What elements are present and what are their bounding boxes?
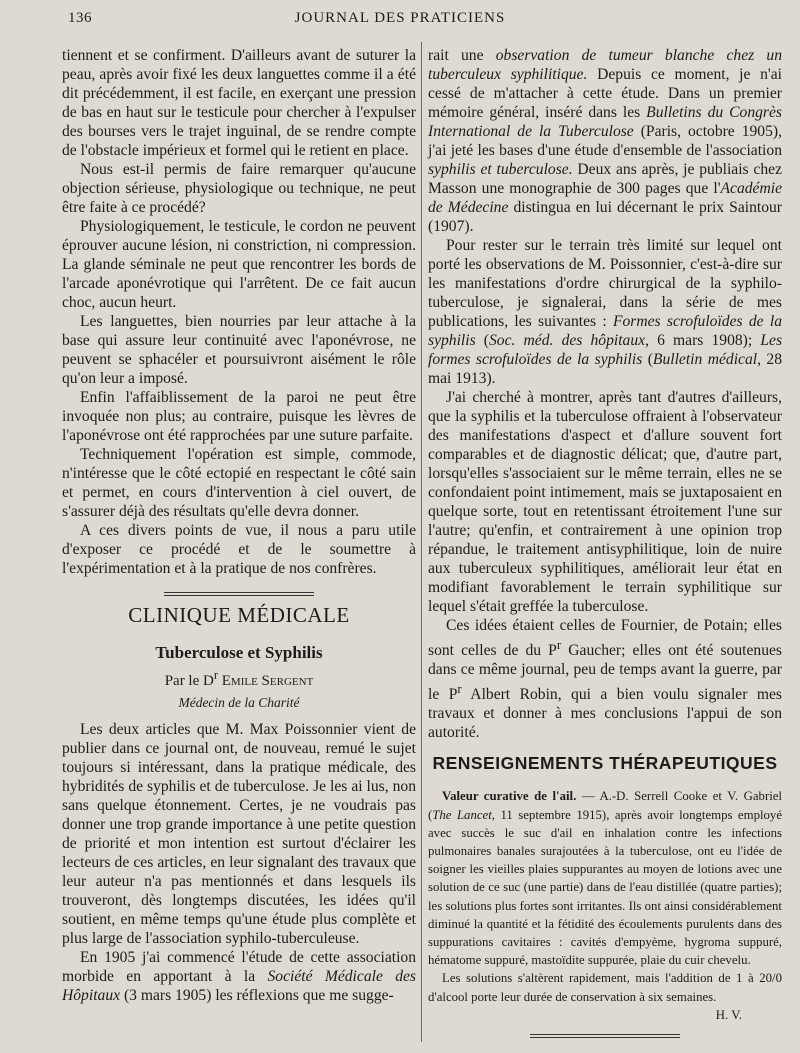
section-title-therapeutics: RENSEIGNEMENTS THÉRAPEUTIQUES xyxy=(432,753,778,774)
paragraph: J'ai cherché à montrer, après tant d'autres d'ailleurs, que la syphilis et la tuberculose offraient à l'observateur des manifestations d'aspect et d'allure souvent fort comparables et de diagnostic délicat; que, d'autre part, lorsqu'elles s'associaient sur le même terrain, elles ne se confondaient point intimement, mais se juxtaposaient en quelque sorte, tout en retentissant étroitement l'une sur l'autre; qu'enfin, et contrairement à une opinion trop répandue, le traitement antisyphilitique, loin de nuire aux tuberculeux syphilitiques, améliorait leur état en modifiant favorablement le terrain syphilitique sur lequel s'était greffée la tuberculose. xyxy=(428,389,782,615)
paragraph: Enfin l'affaiblissement de la paroi ne peut être invoquée non plus; au contraire, puisque les lèvres de l'aponévrose ont été rapprochées par une suture parfaite. xyxy=(62,389,416,444)
signature: H. V. xyxy=(715,1007,742,1022)
author-prefix: Par le D xyxy=(164,673,214,689)
right-column xyxy=(428,46,782,1038)
paragraph: A ces divers points de vue, il nous a paru utile d'exposer ce procédé et de le soumettre à l'expérimentation et à la pratique de nos confrères. xyxy=(62,522,416,577)
author-affiliation: Médecin de la Charité xyxy=(178,695,300,710)
paragraph: Valeur curative de l'ail. — A.-D. Serrell Cooke et V. Gabriel (The Lancet, 11 septembre 1915), après avoir longtemps employé avec succès le suc d'ail en inhalation contre les infections pulmonaires banales surajoutées à la tuberculose, ont eu l'idée de soigner les vieilles plaies suppurantes au moyen de lotions avec une solution de ce suc (une partie) dans de l'eau distillée (quatre parties); les solutions plus fortes sont irritantes. Ils ont ainsi considérablement diminué la quantité et la fétidité des écoulements purulents dans des suppurations cavitaires : cavités d'empyème, hygroma suppuré, hématome suppuré, mastoïdite suppurée, plaie du cuir chevelu. xyxy=(428,789,782,968)
article-author xyxy=(62,666,416,691)
author-name: Emile Sergent xyxy=(221,673,314,689)
left-column xyxy=(62,46,416,1005)
page-number: 136 xyxy=(68,10,92,26)
note-lead: Valeur curative de l'ail. xyxy=(442,789,577,804)
author-sup: r xyxy=(213,668,219,682)
paragraph: Physiologiquement, le testicule, le cordon ne peuvent éprouver aucune lésion, ni constriction, ni compression. La glande séminale ne peut que rencontrer les bords de l'arcade aponévrotique qui l'arrêtent. De ce fait aucun choc, aucun heurt. xyxy=(62,218,416,311)
end-rule xyxy=(530,1034,680,1038)
paragraph: Techniquement l'opération est simple, commode, n'intéresse que le côté ectopié en respectant le côté sain et permet, en cours d'intervention à ciel ouvert, de s'assurer déjà des résultats qu'elle devra donner. xyxy=(62,446,416,520)
paragraph: tiennent et se confirment. D'ailleurs avant de suturer la peau, après avoir fixé les deux languettes comme il a été dit précédemment, il est facile, en exerçant une pression de bas en haut sur le testicule pour chercher à l'expulser des bourses vers le trajet inguinal, de se rendre compte de l'obstacle impérieux et formel qui le retient en place. xyxy=(62,47,416,159)
section-title: CLINIQUE MÉDICALE xyxy=(128,603,350,627)
paragraph: Pour rester sur le terrain très limité sur lequel ont porté les observations de M. Poissonnier, c'est-à-dire sur les manifestations d'ordre chirurgical de la syphilo-tuberculose, je signalerai, dans la série de mes publications, les suivantes : Formes scrofuloïdes de la syphilis (Soc. méd. des hôpitaux, 6 mars 1908); Les formes scrofuloïdes de la syphilis (Bulletin médical, 28 mai 1913). xyxy=(428,237,783,387)
column-divider xyxy=(421,42,422,1042)
paragraph: Ces idées étaient celles de Fournier, de Potain; elles sont celles de du $P^r$ Gaucher; elles ont été soutenues dans ce même journal, peu de temps avant la guerre, par le $P^r$ Albert Robin, qui a bien voulu signaler mes travaux et donner à mes conclusions l'appui de son autorité. xyxy=(428,617,782,742)
paragraph: Les solutions s'altèrent rapidement, mais l'addition de 1 à 20/0 d'alcool porte leur durée de conservation à six semaines. xyxy=(428,971,782,1004)
paragraph: Nous est-il permis de faire remarquer qu'aucune objection sérieuse, physiologique ou technique, ne peut être faite à ce procédé? xyxy=(62,161,416,216)
paragraph: Les deux articles que M. Max Poissonnier vient de publier dans ce journal ont, de nouveau, remué le sujet toujours si intéressant, dans la pratique médicale, des hybridités de syphilis et de tuberculose. Je les ai lus, non sans quelque étonnement. Certes, je ne voudrais pas donner une trop grande importance à une petite question de priorité et mon intention est surtout d'éclairer les lecteurs de ces articles, en leur signalant des travaux que leur auteur n'a pas mentionnés et dans lesquels ils trouveront, dès longtemps discutées, les idées qu'il soutient, en même temps qu'une étude plus complète et plus large de l'association syphilo-tuberculeuse. xyxy=(62,721,416,947)
double-rule xyxy=(164,592,314,596)
paragraph: En 1905 j'ai commencé l'étude de cette association morbide en apportant à la Société Médicale des Hôpitaux (3 mars 1905) les réflexions que me sugge- xyxy=(62,949,416,1004)
therapeutic-note xyxy=(428,787,782,1024)
paragraph: Les languettes, bien nourries par leur attache à la base qui assure leur continuité avec l'aponévrose, ne peuvent se sphacéler et poursuivront aisément le rôle qu'on leur a imposé. xyxy=(62,313,416,387)
paragraph: rait une observation de tumeur blanche chez un tuberculeux syphilitique. Depuis ce moment, je n'ai cessé de m'attacher à cette étude. Dans un premier mémoire général, inséré dans les Bulletins du Congrès International de la Tuberculose (Paris, octobre 1905), j'ai jeté les bases d'une étude d'ensemble de l'association syphilis et tuberculose. Deux ans après, je publiais chez Masson une monographie de 300 pages que l'Académie de Médecine distingua en lui décernant le prix Saintour (1907). xyxy=(428,47,782,235)
article-title: Tuberculose et Syphilis xyxy=(155,643,323,662)
journal-title: JOURNAL DES PRATICIENS xyxy=(294,10,506,26)
running-header xyxy=(0,10,800,32)
